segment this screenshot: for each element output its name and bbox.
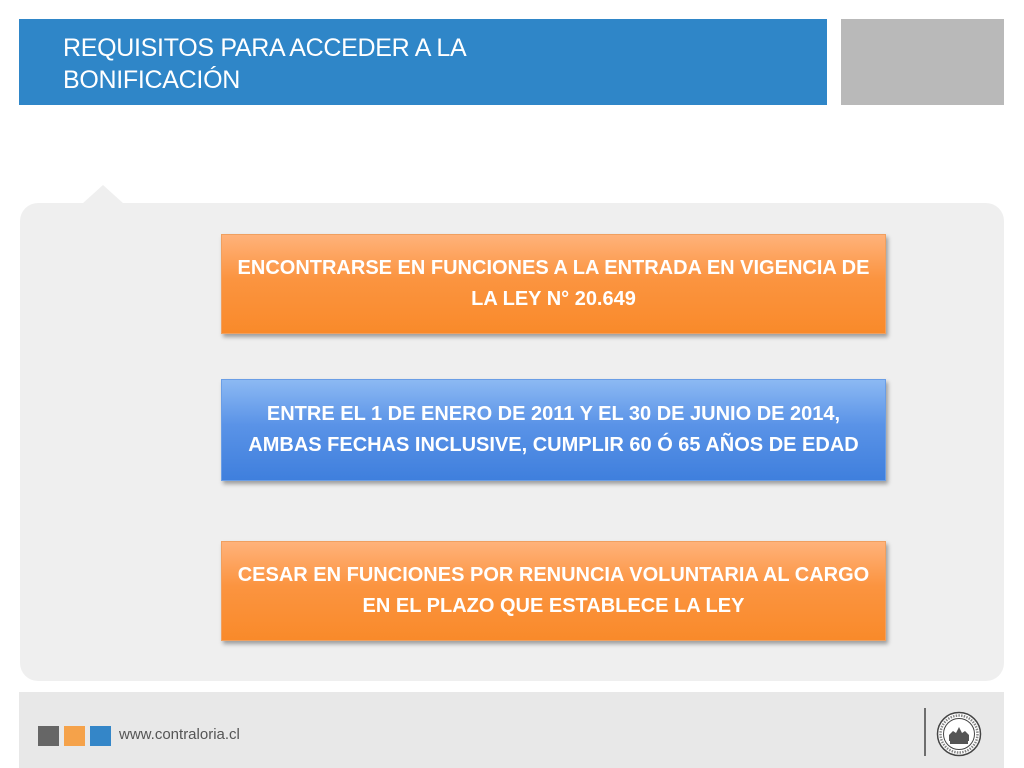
page-title-line-2: BONIFICACIÓN [63, 66, 240, 94]
requirement-text-3: CESAR EN FUNCIONES POR RENUNCIA VOLUNTARIA AL CARGO EN EL PLAZO QUE ESTABLECE LA LEY [237, 564, 870, 617]
footer-divider [924, 708, 926, 756]
contraloria-seal-icon [936, 711, 982, 757]
footer-square-orange [64, 726, 85, 746]
page-title-line-1: REQUISITOS PARA ACCEDER A LA [63, 34, 467, 62]
requirement-box-2 [221, 379, 886, 481]
header-gray-block [841, 19, 1004, 105]
footer-square-blue [90, 726, 111, 746]
panel-notch [82, 185, 124, 204]
title-bar [19, 19, 827, 105]
requirement-text-1: ENCONTRARSE EN FUNCIONES A LA ENTRADA EN VIGENCIA DE LA LEY N° 20.649 [237, 257, 870, 310]
footer-square-gray [38, 726, 59, 746]
requirement-text-2: ENTRE EL 1 DE ENERO DE 2011 Y EL 30 DE JUNIO DE 2014, AMBAS FECHAS INCLUSIVE, CUMPLIR 60 Ó 65 AÑOS DE EDAD [248, 403, 859, 456]
page-title [63, 32, 783, 96]
requirement-box-3 [221, 541, 886, 641]
requirement-box-1 [221, 234, 886, 334]
footer-url-link[interactable]: www.contraloria.cl [119, 726, 240, 743]
